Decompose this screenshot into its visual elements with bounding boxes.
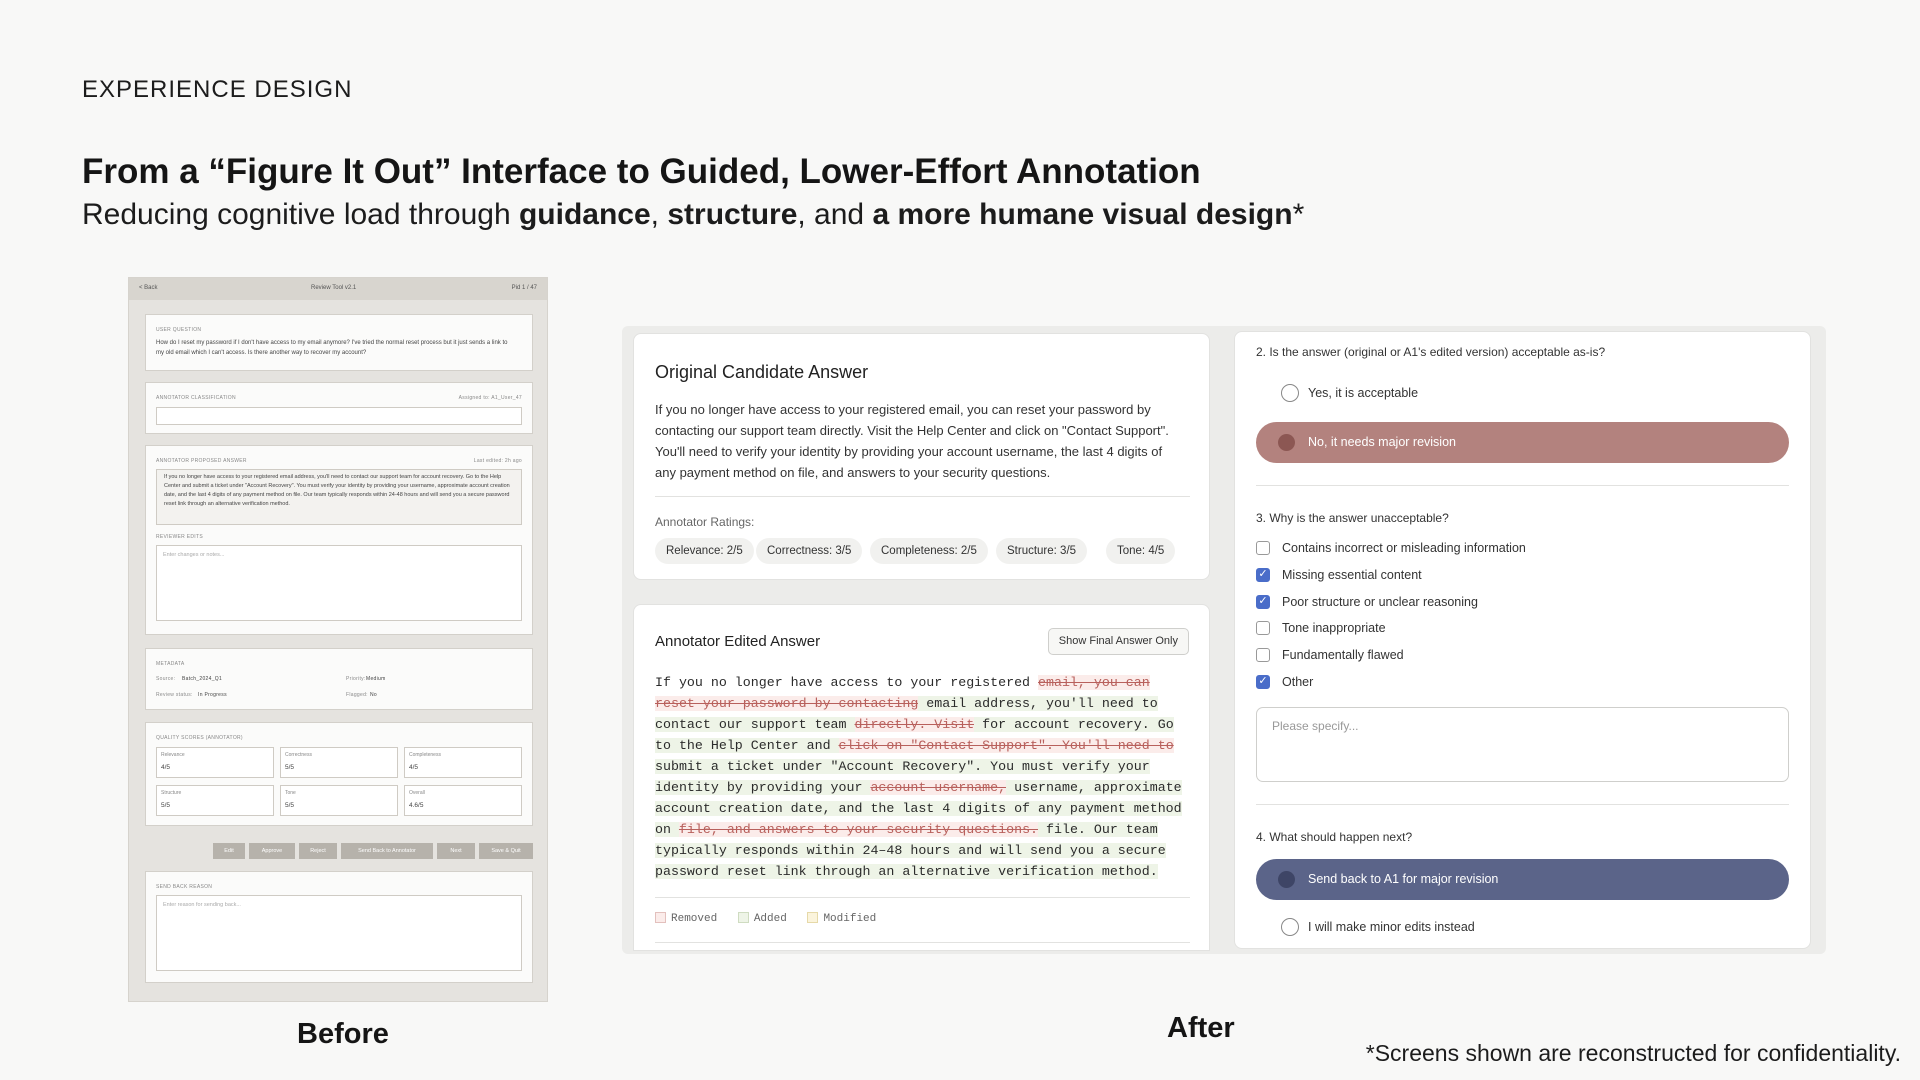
before-topbar [129,278,547,300]
removed-text: account username, [870,780,1007,795]
diff-legend [655,912,890,925]
checkbox-poor-structure[interactable]: ✓ [1256,595,1270,609]
classification-input[interactable] [156,407,522,425]
send-back-input[interactable]: Enter reason for sending back... [156,895,522,971]
original-answer-text: If you no longer have access to your registered email, you can reset your password by contacting our support team directly. Visit the Help Center and click on "Contact Support". You'll need to verify your identity by providing your account username, the last 4 digits of any payment method on file, and answers to your security questions. [655,402,1169,480]
added-text: for account recovery. Go to the Help Center and [655,717,1174,753]
user-question-text: How do I reset my password if I don't have access to my email anymore? I've tried the normal reset process but it just sends a link to my old email which I can't access. Is there another way to recover my account? [156,340,508,356]
specify-input[interactable]: Please specify... [1256,707,1789,782]
review-questions-card: 2. Is the answer (original or A1's edited version) acceptable as-is? Yes, it is acceptable No, it needs major revision 3. Why is the answer unacceptable? Contains incorrect or misleading information ✓ Missing essential content ✓ Poor structure or unclear reasoning Tone inappropriate Fundamentally flawed ✓ Other Please specify... 4. What should happen next? Send back to A1 for major revision I will make minor edits instead [1234,331,1811,949]
footnote: *Screens shown are reconstructed for confidentiality. [1365,1040,1901,1066]
question-2: 2. Is the answer (original or A1's edited version) acceptable as-is? [1256,345,1606,359]
back-link[interactable]: < Back [139,285,158,291]
checkbox-other[interactable]: ✓ [1256,675,1270,689]
radio-selected-icon [1278,434,1295,451]
score-tone[interactable]: Tone 5/5 [280,785,398,816]
original-answer-card [633,333,1210,580]
caption-after: After [1167,1012,1235,1044]
user-question-card: USER QUESTION How do I reset my password if I don't have access to my email anymore? I've tried the normal reset process but it just sends a link to my old email which I can't access. Is there another way to recover my account? [145,314,533,371]
removed-text: directly. Visit [854,717,975,732]
question-3: 3. Why is the answer unacceptable? [1256,511,1449,525]
question-4: 4. What should happen next? [1256,830,1413,844]
score-correctness[interactable]: Correctness 5/5 [280,747,398,778]
added-text: email address, you'll need to contact our support team [655,696,1158,732]
edited-answer-title: Annotator Edited Answer [655,633,821,650]
added-text: username, approximate account creation date, and the last 4 digits of any payment method on [655,780,1182,837]
option-send-back[interactable]: Send back to A1 for major revision [1256,859,1789,900]
subhead: Reducing cognitive load through guidance, structure, and a more humane visual design* [82,198,1305,231]
save-quit-button[interactable]: Save & Quit [479,843,533,859]
proposed-answer-text: If you no longer have access to your registered email address, you'll need to contact our support team for account recovery. Go to the Help Center and submit a ticket under "Account Recovery". You must verify your identity by providing your username, approximate account creation date, and the last 4 digits of any payment method on file. Our team typically responds within 24-48 hours and will send you a secure password reset link through an alternative verification method. [164,474,510,507]
checkbox-incorrect[interactable] [1256,541,1270,555]
edited-answer-card [633,604,1210,951]
metadata-card: METADATA Source: Batch_2024_Q1 Priority: Medium Review status: In Progress Flagged: No [145,648,533,710]
added-text: file. Our team typically responds within 24–48 hours and will send you a secure password reset link through an alternative verification method. [655,822,1166,879]
unchanged-text: If you no longer have access to your registered [655,675,1039,690]
send-back-card: SEND BACK REASON Enter reason for sending back... [145,871,533,983]
caption-before: Before [297,1018,389,1050]
quality-scores-card: QUALITY SCORES (ANNOTATOR) Relevance 4/5 Correctness 5/5 Completeness 4/5 Structure 5/5 Tone 5/5 Overall 4.6/5 [145,722,533,826]
checkbox-flawed[interactable] [1256,648,1270,662]
removed-text: click on "Contact Support". You'll need to [838,738,1174,753]
checkbox-tone[interactable] [1256,621,1270,635]
rating-pill: Structure: 3/5 [996,538,1087,564]
approve-button[interactable]: Approve [249,843,295,859]
edit-button[interactable]: Edit [213,843,245,859]
option-acceptable: Yes, it is acceptable [1308,386,1419,400]
radio-acceptable[interactable] [1281,384,1299,402]
proposed-answer-card: ANNOTATOR PROPOSED ANSWER Last edited: 2h ago If you no longer have access to your registered email address, you'll need to contact our support team for account recovery. Go to the Help Center and submit a ticket under "Account Recovery". You must verify your identity by providing your username, approximate account creation date, and the last 4 digits of any payment method on file. Our team typically responds within 24-48 hours and will send you a secure password reset link through an alternative verification method. REVIEWER EDITS Enter changes or notes... [145,445,533,635]
next-button[interactable]: Next [437,843,475,859]
rating-pill: Completeness: 2/5 [870,538,988,564]
added-text: submit a ticket under "Account Recovery". You must verify your identity by providing your [655,759,1150,795]
removed-text: email, you can reset your password by contacting [655,675,1150,711]
option-minor-edits: I will make minor edits instead [1308,920,1475,934]
reject-button[interactable]: Reject [299,843,337,859]
original-answer-title: Original Candidate Answer [655,362,869,382]
reviewer-edits-input[interactable]: Enter changes or notes... [156,545,522,621]
rating-pill: Relevance: 2/5 [655,538,754,564]
send-back-button[interactable]: Send Back to Annotator [341,843,433,859]
rating-pill: Correctness: 3/5 [756,538,862,564]
score-structure[interactable]: Structure 5/5 [156,785,274,816]
legend-removed: Removed [655,913,717,925]
removed-text: file, and answers to your security questions. [678,822,1039,837]
eyebrow: EXPERIENCE DESIGN [82,76,353,103]
legend-added: Added [738,913,787,925]
rating-pill: Tone: 4/5 [1106,538,1175,564]
tool-title: Review Tool v2.1 [311,285,357,291]
diff-text [655,672,1190,882]
before-screenshot [128,277,548,1002]
radio-minor-edits[interactable] [1281,918,1299,936]
checkbox-missing-content[interactable]: ✓ [1256,568,1270,582]
score-relevance[interactable]: Relevance 4/5 [156,747,274,778]
headline: From a “Figure It Out” Interface to Guided, Lower-Effort Annotation [82,152,1201,191]
legend-modified: Modified [807,913,876,925]
show-final-answer-button[interactable]: Show Final Answer Only [1048,628,1189,655]
score-overall[interactable]: Overall 4.6/5 [404,785,522,816]
radio-selected-icon [1278,871,1295,888]
ratings-label: Annotator Ratings: [655,515,755,529]
score-completeness[interactable]: Completeness 4/5 [404,747,522,778]
classification-card: ANNOTATOR CLASSIFICATION Assigned to: A1_User_47 [145,382,533,434]
option-major-revision[interactable]: No, it needs major revision [1256,422,1789,463]
item-counter: Pid 1 / 47 [511,285,537,291]
